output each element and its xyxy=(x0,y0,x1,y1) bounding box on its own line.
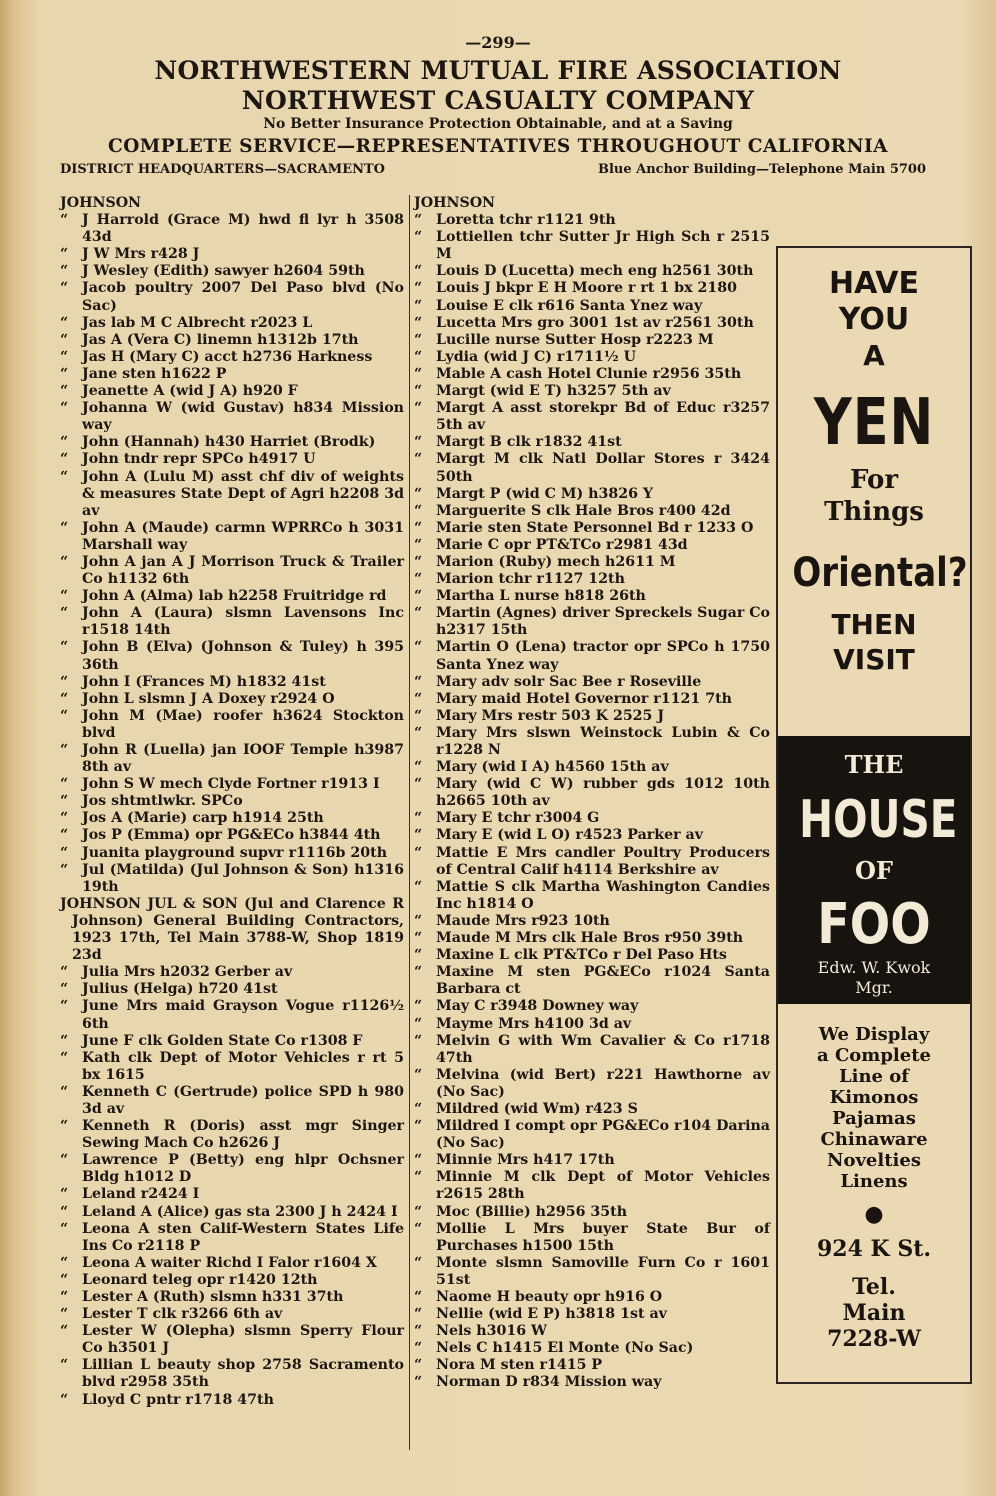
directory-entry: “ John B (Elva) (Johnson & Tuley) h 395 36th xyxy=(60,639,404,673)
directory-entry: “ Mable A cash Hotel Clunie r2956 35th xyxy=(414,366,770,383)
ad-you: YOU xyxy=(838,302,910,337)
directory-entry: “ Martin O (Lena) tractor opr SPCo h 1750 Santa Ynez way xyxy=(414,639,770,673)
directory-entry: “ John A (Maude) carmn WPRRCo h 3031 Marshall way xyxy=(60,520,404,554)
ad-display-line: Novelties xyxy=(827,1150,921,1171)
ad-display-line: Kimonos xyxy=(829,1087,919,1108)
ad-display-lines xyxy=(778,1024,970,1192)
ad-phone: 7228-W xyxy=(827,1326,921,1352)
directory-entry: “ Louis D (Lucetta) mech eng h2561 30th xyxy=(414,263,770,280)
directory-entry: “ Leona A waiter Richd I Falor r1604 X xyxy=(60,1255,404,1272)
directory-entry: “ John A (Alma) lab h2258 Fruitridge rd xyxy=(60,588,404,605)
directory-entry: “ Jeanette A (wid J A) h920 F xyxy=(60,383,404,400)
directory-entry: “ Maxine M sten PG&ECo r1024 Santa Barbara ct xyxy=(414,964,770,998)
directory-entry: “ Jas A (Vera C) linemn h1312b 17th xyxy=(60,332,404,349)
ad-have: HAVE xyxy=(829,266,919,301)
directory-entry: “ John A jan A J Morrison Truck & Trailer Co h1132 6th xyxy=(60,554,404,588)
directory-entry: “ Nora M sten r1415 P xyxy=(414,1357,770,1374)
ad-for: For xyxy=(849,465,899,495)
directory-entry: “ J Wesley (Edith) sawyer h2604 59th xyxy=(60,263,404,280)
directory-entry: “ Jos A (Marie) carp h1914 25th xyxy=(60,810,404,827)
ad-display-line: Chinaware xyxy=(820,1129,928,1150)
directory-entry: “ Martha L nurse h818 26th xyxy=(414,588,770,605)
directory-entry: “ J Harrold (Grace M) hwd fl lyr h 3508 43d xyxy=(60,212,404,246)
directory-entry: “ Mary (wid I A) h4560 15th av xyxy=(414,759,770,776)
ad-things: Things xyxy=(824,497,924,527)
header-line-3: No Better Insurance Protection Obtainable, and at a Saving xyxy=(263,116,733,132)
entries-group-1 xyxy=(60,212,404,896)
directory-entry: “ Margt A asst storekpr Bd of Educ r3257 5th av xyxy=(414,400,770,434)
directory-entry: “ Marion tchr r1127 12th xyxy=(414,571,770,588)
ad-product-list xyxy=(778,1024,970,1352)
ad-bullet: ● xyxy=(864,1202,884,1227)
directory-entry: “ Jos P (Emma) opr PG&ECo h3844 4th xyxy=(60,827,404,844)
directory-entry: “ Maxine L clk PT&TCo r Del Paso Hts xyxy=(414,947,770,964)
directory-entry: “ Minnie Mrs h417 17th xyxy=(414,1152,770,1169)
ad-black-panel xyxy=(778,736,970,1004)
directory-entry: “ Moc (Billie) h2956 35th xyxy=(414,1204,770,1221)
entries-group-3 xyxy=(414,212,770,1391)
ad-visit: VISIT xyxy=(833,643,915,676)
directory-entry: “ Lucetta Mrs gro 3001 1st av r2561 30th xyxy=(414,315,770,332)
directory-entry: “ Margt (wid E T) h3257 5th av xyxy=(414,383,770,400)
header-line-4: COMPLETE SERVICE—REPRESENTATIVES THROUGHOUT CALIFORNIA xyxy=(107,136,889,157)
listing-column-1 xyxy=(60,195,404,1409)
directory-entry: “ May C r3948 Downey way xyxy=(414,998,770,1015)
directory-entry: “ Jul (Matilda) (Jul Johnson & Son) h1316 19th xyxy=(60,862,404,896)
directory-entry: “ Johanna W (wid Gustav) h834 Mission way xyxy=(60,400,404,434)
directory-entry: “ Louise E clk r616 Santa Ynez way xyxy=(414,298,770,315)
directory-entry: “ June Mrs maid Grayson Vogue r1126½ 6th xyxy=(60,998,404,1032)
directory-entry: “ John tndr repr SPCo h4917 U xyxy=(60,451,404,468)
directory-entry: “ Mary E (wid L O) r4523 Parker av xyxy=(414,827,770,844)
directory-entry: “ Naome H beauty opr h916 O xyxy=(414,1289,770,1306)
directory-entry: “ Loretta tchr r1121 9th xyxy=(414,212,770,229)
listing-column-2 xyxy=(414,195,770,1392)
ad-manager: Edw. W. Kwok xyxy=(817,958,931,977)
directory-entry: “ Lawrence P (Betty) eng hlpr Ochsner Bldg h1012 D xyxy=(60,1152,404,1186)
directory-entry: “ Marion (Ruby) mech h2611 M xyxy=(414,554,770,571)
ad-then: THEN xyxy=(831,608,917,641)
district-headquarters: DISTRICT HEADQUARTERS—SACRAMENTO xyxy=(60,162,385,177)
directory-entry: “ Lydia (wid J C) r1711½ U xyxy=(414,349,770,366)
ad-house: HOUSE xyxy=(799,790,958,850)
directory-entry: “ Martin (Agnes) driver Spreckels Sugar Co h2317 15th xyxy=(414,605,770,639)
header-line-2: NORTHWEST CASUALTY COMPANY xyxy=(241,86,755,115)
directory-entry: “ Jacob poultry 2007 Del Paso blvd (No Sac) xyxy=(60,280,404,314)
ad-main: Main xyxy=(842,1300,906,1326)
directory-entry: “ John S W mech Clyde Fortner r1913 I xyxy=(60,776,404,793)
directory-entry: “ Mary Mrs slswn Weinstock Lubin & Co r1228 N xyxy=(414,725,770,759)
directory-entry: “ Leonard teleg opr r1420 12th xyxy=(60,1272,404,1289)
directory-entry: “ Maude M Mrs clk Hale Bros r950 39th xyxy=(414,930,770,947)
directory-entry: “ Kenneth C (Gertrude) police SPD h 980 3d av xyxy=(60,1084,404,1118)
directory-entry: “ Mary maid Hotel Governor r1121 7th xyxy=(414,691,770,708)
directory-entry: “ Margt M clk Natl Dollar Stores r 3424 50th xyxy=(414,451,770,485)
directory-entry: “ Mattie E Mrs candler Poultry Producers of Central Calif h4114 Berkshire av xyxy=(414,845,770,879)
directory-entry: “ Marie sten State Personnel Bd r 1233 O xyxy=(414,520,770,537)
ad-foo: FOO xyxy=(817,892,931,957)
directory-entry: “ Kenneth R (Doris) asst mgr Singer Sewing Mach Co h2626 J xyxy=(60,1118,404,1152)
business-listing: JOHNSON JUL & SON (Jul and Clarence R Johnson) General Building Contractors, 1923 17th, Tel Main 3788-W, Shop 1819 23d xyxy=(60,895,404,964)
directory-entry: “ Julius (Helga) h720 41st xyxy=(60,981,404,998)
directory-entry: “ J W Mrs r428 J xyxy=(60,246,404,263)
directory-entry: “ Lester W (Olepha) slsmn Sperry Flour Co h3501 J xyxy=(60,1323,404,1357)
directory-entry: “ Mary adv solr Sac Bee r Roseville xyxy=(414,674,770,691)
ad-of: OF xyxy=(855,856,893,885)
directory-entry: “ Mary (wid C W) rubber gds 1012 10th h2665 10th av xyxy=(414,776,770,810)
ad-oriental: Oriental? xyxy=(792,550,968,596)
header-line-1: NORTHWESTERN MUTUAL FIRE ASSOCIATION xyxy=(154,56,842,85)
directory-entry: “ Jas lab M C Albrecht r2023 L xyxy=(60,315,404,332)
page-number: —299— xyxy=(465,33,531,52)
directory-entry: “ John L slsmn J A Doxey r2924 O xyxy=(60,691,404,708)
directory-entry: “ Melvina (wid Bert) r221 Hawthorne av (No Sac) xyxy=(414,1067,770,1101)
directory-entry: “ Lottiellen tchr Sutter Jr High Sch r 2515 M xyxy=(414,229,770,263)
district-address: Blue Anchor Building—Telephone Main 5700 xyxy=(597,162,926,177)
directory-entry: “ Louis J bkpr E H Moore r rt 1 bx 2180 xyxy=(414,280,770,297)
directory-entry: “ Marie C opr PT&TCo r2981 43d xyxy=(414,537,770,554)
column-heading: JOHNSON xyxy=(60,195,142,211)
column-heading: JOHNSON xyxy=(414,195,496,211)
ad-a: A xyxy=(863,339,885,372)
directory-entry: “ Mary Mrs restr 503 K 2525 J xyxy=(414,708,770,725)
directory-entry: “ Minnie M clk Dept of Motor Vehicles r2615 28th xyxy=(414,1169,770,1203)
directory-entry: “ Leland r2424 I xyxy=(60,1186,404,1203)
directory-entry: “ Jas H (Mary C) acct h2736 Harkness xyxy=(60,349,404,366)
directory-entry: “ Margt B clk r1832 41st xyxy=(414,434,770,451)
ad-the: THE xyxy=(844,750,904,779)
directory-entry: “ Juanita playground supvr r1116b 20th xyxy=(60,845,404,862)
ad-display-line: Pajamas xyxy=(832,1108,916,1129)
directory-entry: “ Mayme Mrs h4100 3d av xyxy=(414,1016,770,1033)
directory-entry: “ Norman D r834 Mission way xyxy=(414,1374,770,1391)
directory-entry: “ Maude Mrs r923 10th xyxy=(414,913,770,930)
ad-yen: YEN xyxy=(813,386,935,460)
directory-entry: “ Lillian L beauty shop 2758 Sacramento blvd r2958 35th xyxy=(60,1357,404,1391)
directory-entry: “ Nellie (wid E P) h3818 1st av xyxy=(414,1306,770,1323)
directory-entry: “ Lloyd C pntr r1718 47th xyxy=(60,1392,404,1409)
directory-entry: “ Mildred (wid Wm) r423 S xyxy=(414,1101,770,1118)
ad-display-line: a Complete xyxy=(817,1045,931,1066)
directory-entry: “ June F clk Golden State Co r1308 F xyxy=(60,1033,404,1050)
directory-entry: “ Nels h3016 W xyxy=(414,1323,770,1340)
directory-entry: “ John R (Luella) jan IOOF Temple h3987 8th av xyxy=(60,742,404,776)
directory-entry: “ Julia Mrs h2032 Gerber av xyxy=(60,964,404,981)
directory-entry: “ Mary E tchr r3004 G xyxy=(414,810,770,827)
directory-entry: “ John A (Lulu M) asst chf div of weights & measures State Dept of Agri h2208 3d av xyxy=(60,469,404,520)
directory-entry: “ John M (Mae) roofer h3624 Stockton blvd xyxy=(60,708,404,742)
ad-display-line: We Display xyxy=(818,1024,930,1045)
ad-tel: Tel. xyxy=(852,1274,896,1300)
directory-entry: “ John I (Frances M) h1832 41st xyxy=(60,674,404,691)
directory-entry: “ Mollie L Mrs buyer State Bur of Purchases h1500 15th xyxy=(414,1221,770,1255)
directory-entry: “ Jane sten h1622 P xyxy=(60,366,404,383)
directory-entry: “ Jos shtmtlwkr. SPCo xyxy=(60,793,404,810)
directory-entry: “ Melvin G with Wm Cavalier & Co r1718 47th xyxy=(414,1033,770,1067)
ad-address: 924 K St. xyxy=(816,1236,932,1262)
directory-entry: “ John A (Laura) slsmn Lavensons Inc r1518 14th xyxy=(60,605,404,639)
directory-entry: “ John (Hannah) h430 Harriet (Brodk) xyxy=(60,434,404,451)
directory-entry: “ Mattie S clk Martha Washington Candies Inc h1814 O xyxy=(414,879,770,913)
column-divider xyxy=(409,195,410,1450)
directory-entry: “ Leland A (Alice) gas sta 2300 J h 2424 I xyxy=(60,1204,404,1221)
directory-entry: “ Mildred I compt opr PG&ECo r104 Darina (No Sac) xyxy=(414,1118,770,1152)
entries-group-2 xyxy=(60,964,404,1408)
directory-entry: “ Marguerite S clk Hale Bros r400 42d xyxy=(414,503,770,520)
directory-entry: “ Kath clk Dept of Motor Vehicles r rt 5 bx 1615 xyxy=(60,1050,404,1084)
house-of-foo-advertisement xyxy=(776,246,972,1384)
directory-entry: “ Lucille nurse Sutter Hosp r2223 M xyxy=(414,332,770,349)
directory-entry: “ Monte slsmn Samoville Furn Co r 1601 51st xyxy=(414,1255,770,1289)
directory-entry: “ Margt P (wid C M) h3826 Y xyxy=(414,486,770,503)
ad-display-line: Line of xyxy=(838,1066,910,1087)
directory-entry: “ Nels C h1415 El Monte (No Sac) xyxy=(414,1340,770,1357)
ad-display-line: Linens xyxy=(840,1171,908,1192)
directory-entry: “ Leona A sten Calif-Western States Life Ins Co r2118 P xyxy=(60,1221,404,1255)
directory-entry: “ Lester T clk r3266 6th av xyxy=(60,1306,404,1323)
directory-entry: “ Lester A (Ruth) slsmn h331 37th xyxy=(60,1289,404,1306)
ad-mgr: Mgr. xyxy=(855,978,893,997)
